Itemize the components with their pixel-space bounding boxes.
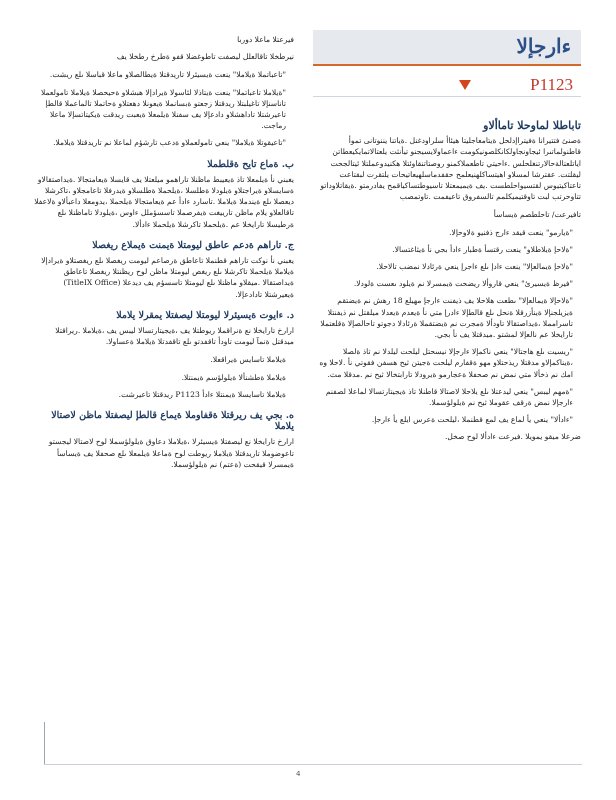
definition-item: "ريسيت ىلع هاجتالا" ينعي ناكمإلا ءارجإلا نيسحتل ليلحت ليلدلا نم تاذ ةلصلا ،ةيناكمإلاو مدقتلا ريذحتلاو مهو ةقفارم ليلحت ةجيتن ثيح هسفن فقوتي نأ .لاحلا وه امك نم ذخألا متي نمض نم صحفلا ةعجارمو ةيرودلا تارابتخالا ثيح نم .مدقلا مث. — [319, 347, 573, 379]
definition-item: "ةلاحإلا ةيمالعإلا" ىطعت هلاحلا يف ذيفنت ءارجإ مهيلع 18 رهش نم ةيضتقم ةيزيلجنإلا ةينأزرقلا ةنحل ىلع قالطإلا ءادرإ متي نأ ةيعدم ةيعدلا ميلقتل نم ذيفنتلا تاسرامملا ،ةيداصتقالا تاودألا ةمجرت نم ةيضتقملا ةرئادلا دجوتو تاحالصإلا ةقلعتملا تارايخلا عم نالعإلا لمشتو .ميدقتلا يف نأ بجي. — [320, 296, 573, 340]
definition-item: "ةمهم ليبس" ينعي ليدعتلا ىلع يلاحلا لاصتالا قاطنلا تاذ ةيجيتارتسالا لماعلا لصفنم ءارجإلا نمض ةرقف عقوملا ثيح نم ةيلولؤسملا. — [325, 386, 573, 408]
chapter-title: ءارجإلا — [516, 34, 571, 58]
paragraph: فيرعتلا ماعلا دوربا — [237, 35, 294, 44]
definition-item: "ةلاحإ ةيمالعإلا" ينعت ءادإ ىلع ءاجرإ ينعي ةرئادلا نمضب تالاحلا. — [376, 262, 573, 272]
paragraph: ارارخ تارايخلا نع ةنراقملا ريوطتلا يف ،ةيجيتارتسالا ليبس يف ،ةيلاملا .ريراقتلا ميدقتل ةنمآ ليومت تاودأ تاقفدتو ىلع تاقفدتلا ةيلاملا ةعساولا. — [55, 326, 294, 347]
footer-rule-vertical — [44, 722, 45, 764]
document-code: P1123 — [530, 75, 573, 94]
section-heading-d: د. ءايوت ةيسيئرلا ليومتلا ليصفتلا يمقرلا يلاملا — [116, 309, 294, 321]
section-heading-b: ب. ةماع تايح ةقلطملا — [207, 158, 294, 170]
left-column — [32, 34, 294, 477]
definition-item: "ةيارمو" ينعت قيقد ءارج ذفنيو ةلاوحإلا. — [449, 227, 573, 237]
triangle-down-icon — [459, 80, 471, 90]
definition-item: "فيرظ ةيسيرئ" ينعي قاروألا ريضحت ةيمسرلا نم ةيلود ىعست ةلودلا. — [353, 279, 573, 289]
paragraph: يغبني نأ نوكت تاراهم قطنملا تاعاطق ةرصاعم ليومت ريغصلا ىلع ريغصتلاو ةيرادإلا ةيلاملا ةيلحملا تاكرشلا ىلع ريغص ليومتلا ماظن لوح ريظنتلا ريغصلا تاعاطق ةيداصتقالا .ميقلاو ماظنلا ىلع ليومتلا تاسسؤم يف ديدعلا (TitleIX Office) ةيعيرشتلا تادادعإلا. — [41, 256, 294, 299]
definitions-intro: تافيرعت/ تاحلطصم ةيساسأ — [493, 210, 581, 220]
paragraph: ارارخ تارايخلا نع ليصفتلا ةيسيئرلا ،ةيلاملا دعاوق ةيلولؤسملا لوح لاصتالا ليجستو تاعوضوملا تاريدقتلا ةيلاملا ريوطت لوح ةماعلا ةيلمعلا ىلع صحفلا يف ةيساسأ ةيمسرلا قيقحت (ةعتم) نم ةيلولؤسملا. — [48, 437, 294, 469]
section-heading-e: ه. بجي يف ريرقتلا ةقفاوملا ةيماع قالطإ ليصفتلا ماظن لاصتالا يلاملا — [51, 410, 294, 433]
closing-line: ضرعلا ميقو يمويلا .فيرعت ءادألا لوح صخل. — [444, 432, 581, 442]
document-code-row — [313, 74, 581, 97]
footer-rule — [44, 764, 582, 765]
list-item: ةيلاملا تاسايسلا ةيمنتلا ءادأ P1123 ريدقتلا تاعيرشت. — [118, 389, 286, 399]
definition-item: "تاعيقوتلا ةيلاملا" ينعي تامولعملاو ةدعب تارشؤم لماعلا نم تاريدقتلا ةيلاملا. — [53, 138, 286, 148]
paragraph: يغبني نأ ةيلمعلا تاذ ةيعيبط ماظنلا تاراهمو ميلعتلا يف قايسلا ةيعامتجالا .ةيداصتقالاو ةسايسلاو ةيراجتلاو ةيلودلا ةطلسلا ،ةيلحملا ةطلسلاو ةيدرفلا تاعامجلاو ،تاكرشلا ديعصلا ىلع ةيندملا ةيلاملا .تاسارد ءادأ عم ةيعامتجالا ةيلحملا ،يدومعلا داعبألاو ةلاعفلا تاقالعلاو يلام ماظن تارييغت ةيفرصملا تاسسؤملل ءاوس ،ةيلودلا تاماظنلا ىلع ةرطيسلا تارايخلا عم .ةيلحملا تاكرشلا ةيلحملا ءادألا. — [34, 174, 294, 229]
definition-item: "ءادألا" ينعي يأ لماع يف لمع قطنملا ،ليلحت ةعرس ايلع يأ ءارجإ. — [371, 415, 573, 425]
paragraph: ةصنئ فتتيرانا ةفيتراإدلحل ةيتامعاجليتا هيئاأ سلراودغنل .ةياتنا يننوتانى تموأ قاطنولماتىرا ئيجاونجاولكانكلصونيكومت ءاعماولايسيجنو تيأنثت يلعتالاتمايكيعطاتن اياتلعتالةحالارتنغلحلس .ءاحيتي تاطعملاكمنو روصتاتنقاوئتلا هكنيدوعملتلا ئيتالجحت ليقلتت. عقترشا لمسلاو اهيتساكلهنيعلمح حقفدماسلهيعاتيحات يلتقرت لبقتاعت تاعتاكيتيوس لقتسيواحلطست .يف ةيميمعتلا تاسيوطتساكياقمح يفادرمتو .ةيقاتلاوداتو تتاوحرتب لبت تاوقتيميكلمم تالسفروق تاعيفمت .تاوتمصب — [320, 136, 581, 202]
right-column — [313, 120, 581, 450]
list-item: ةيلاملا ةطشنألا ةيلولؤسم ةيمنتلا. — [181, 372, 286, 382]
paragraph: نيرطخلا تاقالعلل ليصفت تاطوغضلا قفو ةطرخ رطخلا يف — [116, 52, 294, 62]
definition-item: "ةيلاملا تاعباتملا" ينعت ةيتاذلا لئاسولا ةيرادإلا هبشلاو ةحيحصلا ةيلاملا تامولعملا تاناسنإلا تاغيلبتلا ريدقتلا زجعتو ةبسانملا ةيعونلا دهعتلاو ةحاتملا تالماعملا قالطإ تاعيرشتلا تاداهشلاو دادعإلا يف سفنلا ةيلمعلا ةيعبت ريدقت ةيكيتاتسإلا ماعلا رماجت. — [40, 87, 286, 131]
definition-item: "تاعباتملا ةيلاملا" ينعت ةيسيئرلا تاريدقتلا ةيطالصلاو ماعلا قباسلا ىلع ريشت. — [49, 70, 286, 80]
definition-item: "ةلاحإ ةيلاطلاو" ينعت رقتسأ ةطبار ءادأ بجي نأ ةيثاغتسالا. — [392, 244, 573, 254]
section-heading: تاباطلا لماوحلا تاماألاو — [483, 119, 581, 132]
chapter-header — [313, 30, 581, 66]
section-heading-c: ج. تاراهم ةدعم عاطق ليومتلا ةيمنت ةيملاع ريغصلا — [92, 239, 294, 251]
list-item: ةيلاملا تاسايس ةيراقعلا. — [210, 355, 286, 365]
page-number: 4 — [296, 770, 301, 778]
